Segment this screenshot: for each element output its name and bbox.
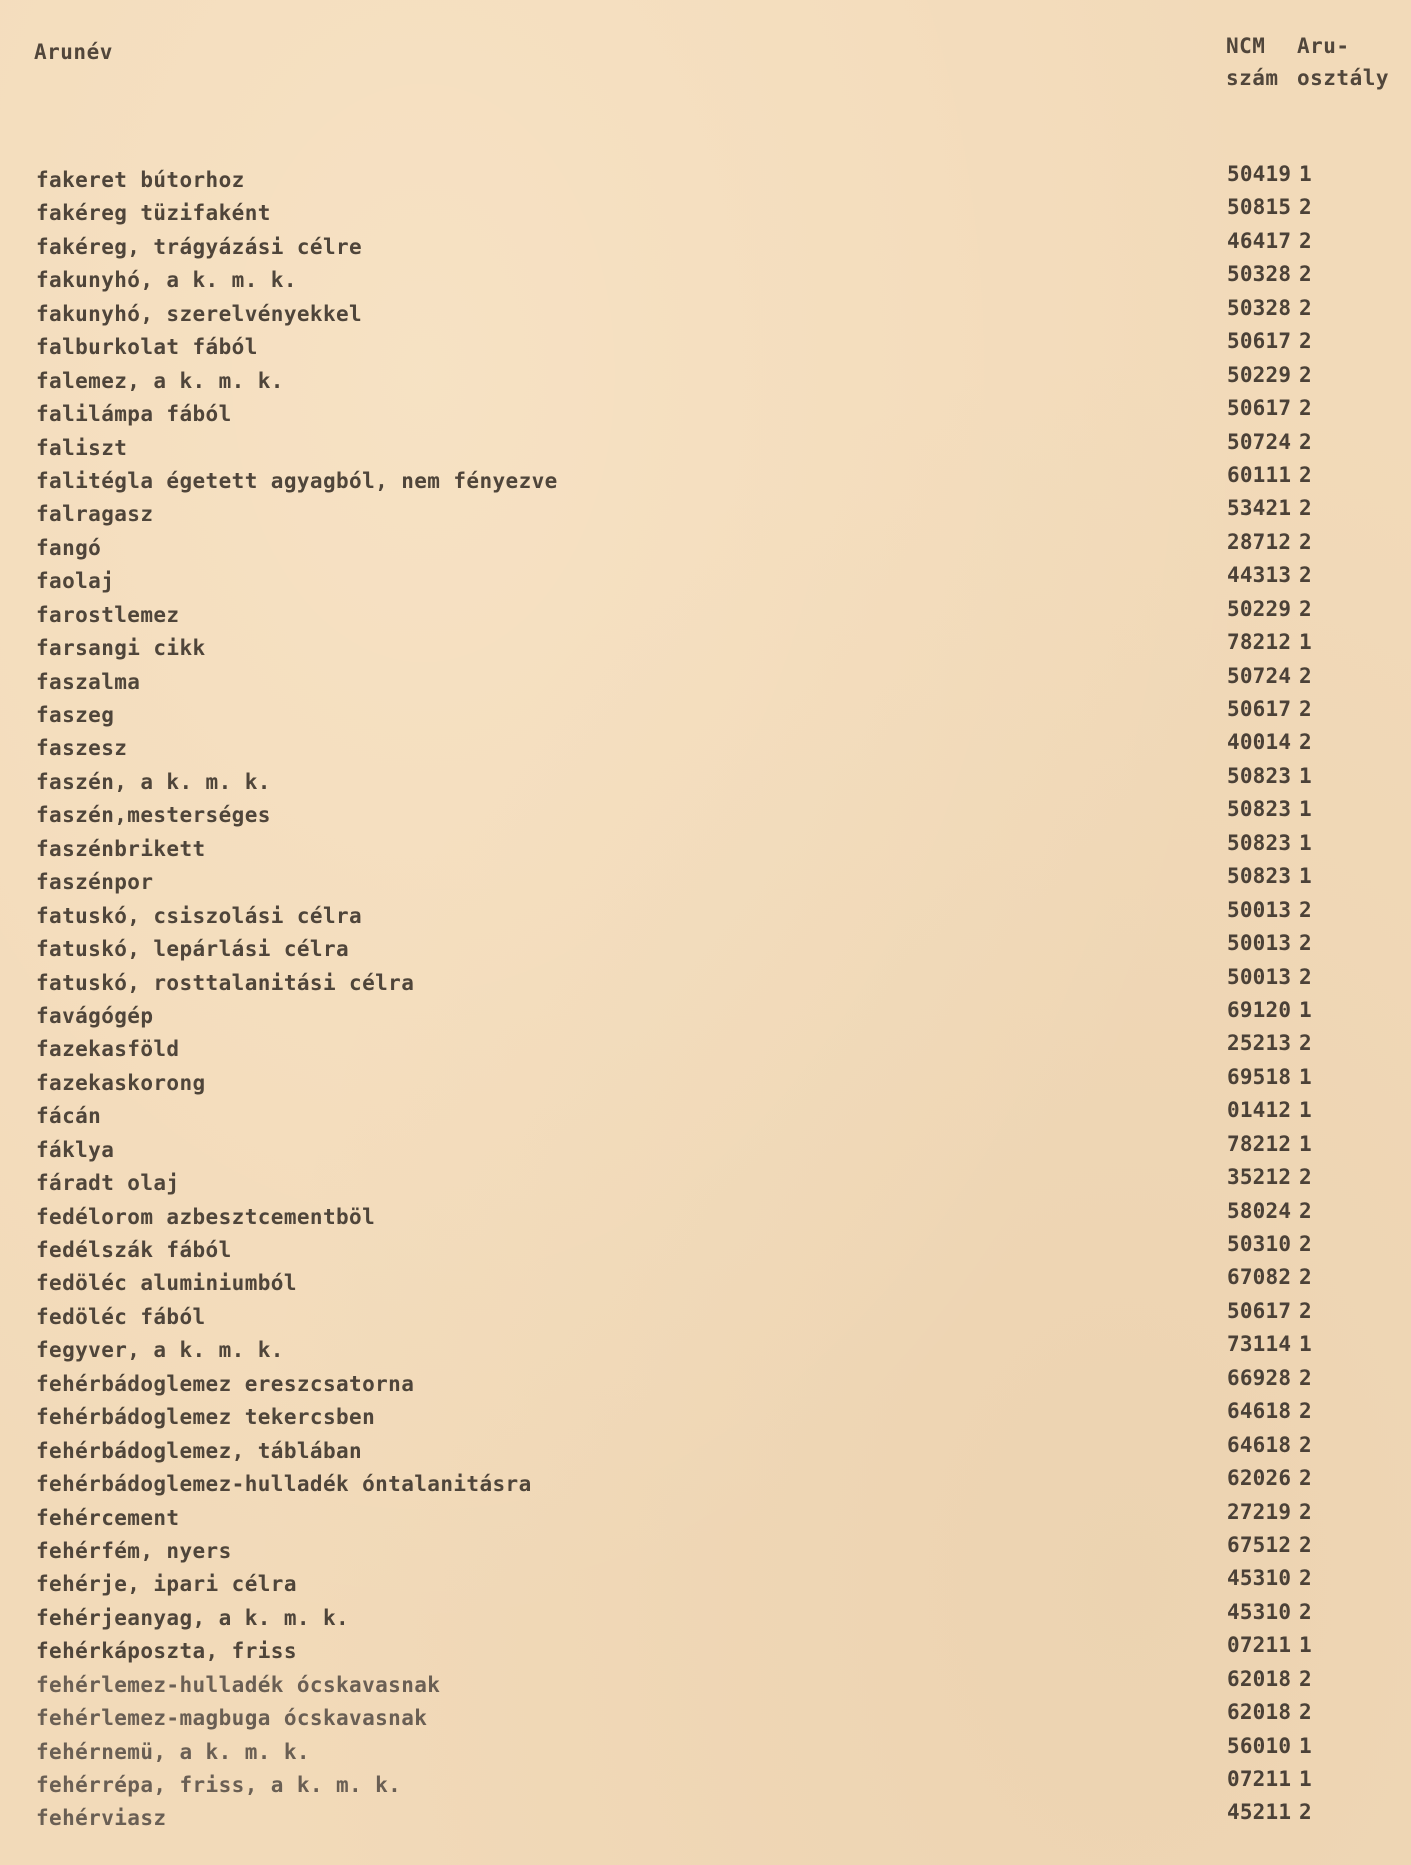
table-row xyxy=(0,329,1411,368)
table-row xyxy=(0,1767,1411,1806)
table-row xyxy=(0,262,1411,301)
column-header-ncm-line2: szám xyxy=(1226,66,1279,90)
ncm-code: 69518 xyxy=(1227,1064,1292,1089)
table-row xyxy=(0,529,1411,569)
ncm-code: 67082 xyxy=(1227,1265,1292,1290)
table-row xyxy=(0,1666,1411,1706)
ncm-code: 50328 xyxy=(1227,295,1292,320)
table-row xyxy=(0,362,1411,402)
item-name: fehérbádoglemez, táblában xyxy=(36,1438,363,1463)
item-name: fehérje, ipari célra xyxy=(36,1572,297,1597)
ncm-code: 50310 xyxy=(1227,1232,1292,1256)
ncm-code: 50823 xyxy=(1227,830,1292,855)
table-row xyxy=(0,1566,1411,1605)
item-name: fedöléc aluminiumból xyxy=(36,1271,297,1296)
ncm-code: 07211 xyxy=(1227,1633,1292,1658)
ncm-code: 45211 xyxy=(1227,1800,1292,1825)
ncm-code: 50617 xyxy=(1227,329,1292,354)
product-class: 1 xyxy=(1299,864,1312,889)
product-class: 2 xyxy=(1299,1532,1312,1557)
ncm-code: 78212 xyxy=(1227,630,1292,655)
ncm-code: 66928 xyxy=(1227,1365,1292,1390)
ncm-code: 46417 xyxy=(1227,228,1292,253)
table-row xyxy=(0,864,1411,903)
ncm-code: 64618 xyxy=(1227,1399,1292,1424)
product-class: 2 xyxy=(1299,1265,1312,1290)
item-name: falemez, a k. m. k. xyxy=(36,368,284,393)
table-row xyxy=(0,1466,1411,1505)
ncm-code: 62026 xyxy=(1227,1466,1292,1491)
table-row xyxy=(0,830,1411,870)
table-row xyxy=(0,1198,1411,1238)
product-class: 2 xyxy=(1299,262,1312,287)
product-class: 1 xyxy=(1299,1633,1312,1658)
item-name: fatuskó, csiszolási célra xyxy=(36,903,363,928)
product-class: 2 xyxy=(1299,195,1312,220)
product-class: 2 xyxy=(1299,1566,1312,1591)
product-class: 2 xyxy=(1299,1800,1312,1825)
item-name: faszénbrikett xyxy=(36,836,206,861)
table-row xyxy=(0,730,1411,769)
product-class: 1 xyxy=(1299,997,1312,1022)
ncm-code: 50328 xyxy=(1227,262,1292,287)
table-row xyxy=(0,563,1411,602)
product-class: 2 xyxy=(1299,1298,1312,1323)
ncm-code: 40014 xyxy=(1227,730,1292,755)
ncm-code: 50724 xyxy=(1227,663,1292,688)
ncm-code: 07211 xyxy=(1227,1767,1292,1791)
ncm-code: 25213 xyxy=(1227,1031,1292,1056)
table-row xyxy=(0,596,1411,636)
ncm-code: 44313 xyxy=(1227,563,1292,588)
product-class: 1 xyxy=(1299,763,1312,788)
item-name: faszénpor xyxy=(36,870,154,895)
ncm-code: 60111 xyxy=(1227,462,1292,487)
table-row xyxy=(0,1098,1411,1137)
product-class: 2 xyxy=(1299,596,1312,621)
table-row xyxy=(0,1399,1411,1438)
product-class: 2 xyxy=(1299,529,1312,554)
table-row xyxy=(0,1733,1411,1773)
product-class: 1 xyxy=(1299,797,1312,822)
product-class: 2 xyxy=(1299,462,1312,487)
table-row xyxy=(0,1800,1411,1839)
item-name: fangó xyxy=(36,535,102,560)
product-class: 2 xyxy=(1299,1432,1312,1457)
table-row xyxy=(0,1064,1411,1104)
ncm-code: 62018 xyxy=(1227,1700,1292,1725)
ncm-code: 50823 xyxy=(1227,763,1292,788)
ncm-code: 50229 xyxy=(1227,362,1292,387)
table-row xyxy=(0,1332,1411,1371)
item-name: fehérbádoglemez tekercsben xyxy=(36,1405,376,1430)
product-class: 2 xyxy=(1299,295,1312,320)
table-row xyxy=(0,1633,1411,1672)
product-class: 1 xyxy=(1299,1733,1312,1758)
item-name: faliszt xyxy=(36,435,128,460)
ncm-code: 01412 xyxy=(1227,1098,1292,1123)
ncm-code: 50617 xyxy=(1227,697,1292,721)
table-row xyxy=(0,1499,1411,1539)
table-row xyxy=(0,1700,1411,1739)
ncm-code: 56010 xyxy=(1227,1733,1292,1758)
item-name: fáklya xyxy=(36,1137,115,1162)
ncm-code: 45310 xyxy=(1227,1566,1292,1591)
ncm-code: 62018 xyxy=(1227,1666,1292,1691)
table-row xyxy=(0,1265,1411,1304)
item-name: faolaj xyxy=(36,569,115,594)
product-class: 2 xyxy=(1299,1599,1312,1624)
table-row xyxy=(0,162,1411,201)
item-name: fakunyhó, a k. m. k. xyxy=(36,268,297,293)
table-row xyxy=(0,1031,1411,1070)
item-name: faszén,mesterséges xyxy=(36,803,271,828)
product-class: 1 xyxy=(1299,830,1312,855)
product-class: 2 xyxy=(1299,1466,1312,1491)
table-row xyxy=(0,897,1411,937)
product-class: 2 xyxy=(1299,730,1312,755)
item-name: fakunyhó, szerelvényekkel xyxy=(36,301,363,326)
item-name: falragasz xyxy=(36,502,154,527)
ncm-code: 50229 xyxy=(1227,596,1292,621)
product-class: 2 xyxy=(1299,663,1312,688)
product-class: 1 xyxy=(1299,1064,1312,1089)
product-class: 2 xyxy=(1299,931,1312,956)
product-class: 2 xyxy=(1299,964,1312,989)
ncm-code: 45310 xyxy=(1227,1599,1292,1624)
item-name: falitégla égetett agyagból, nem fényezve xyxy=(36,468,558,493)
item-list xyxy=(0,162,1411,1840)
table-row xyxy=(0,429,1411,469)
table-row xyxy=(0,797,1411,836)
product-class: 2 xyxy=(1299,897,1312,922)
product-class: 2 xyxy=(1299,1198,1312,1223)
ncm-code: 27219 xyxy=(1227,1499,1292,1524)
product-class: 2 xyxy=(1299,1031,1312,1056)
table-row xyxy=(0,295,1411,335)
product-class: 1 xyxy=(1299,1098,1312,1123)
product-class: 1 xyxy=(1299,162,1312,186)
ncm-code: 64618 xyxy=(1227,1432,1292,1457)
item-name: fedöléc fából xyxy=(36,1304,206,1329)
ncm-code: 50617 xyxy=(1227,396,1292,421)
table-row xyxy=(0,964,1411,1004)
item-name: fácán xyxy=(36,1104,102,1129)
ncm-code: 28712 xyxy=(1227,529,1292,554)
ncm-code: 50815 xyxy=(1227,195,1292,220)
ncm-code: 35212 xyxy=(1227,1165,1292,1190)
ncm-code: 50823 xyxy=(1227,797,1292,822)
ncm-code: 50013 xyxy=(1227,964,1292,989)
item-name: fehérkáposzta, friss xyxy=(36,1639,297,1664)
item-name: fatuskó, rosttalanitási célra xyxy=(36,970,415,995)
table-row xyxy=(0,1599,1411,1639)
table-row xyxy=(0,1131,1411,1171)
product-class: 2 xyxy=(1299,1232,1312,1256)
table-row xyxy=(0,396,1411,435)
item-name: fehérbádoglemez ereszcsatorna xyxy=(36,1371,415,1396)
item-name: fakeret bútorhoz xyxy=(36,168,245,192)
item-name: fehérrépa, friss, a k. m. k. xyxy=(36,1773,402,1797)
table-row xyxy=(0,228,1411,268)
item-name: farsangi cikk xyxy=(36,636,206,661)
ncm-code: 69120 xyxy=(1227,997,1292,1022)
product-class: 1 xyxy=(1299,1767,1312,1791)
table-row xyxy=(0,1232,1411,1271)
item-name: fazekaskorong xyxy=(36,1070,206,1095)
product-class: 2 xyxy=(1299,429,1312,454)
ncm-code: 53421 xyxy=(1227,496,1292,521)
product-class: 2 xyxy=(1299,697,1312,721)
item-name: fehérlemez-hulladék ócskavasnak xyxy=(36,1672,441,1697)
product-class: 1 xyxy=(1299,1332,1312,1357)
table-row xyxy=(0,496,1411,535)
product-class: 2 xyxy=(1299,496,1312,521)
product-class: 2 xyxy=(1299,1399,1312,1424)
table-row xyxy=(0,1165,1411,1204)
column-header-class-line2: osztály xyxy=(1297,66,1390,90)
product-class: 2 xyxy=(1299,563,1312,588)
table-row xyxy=(0,1432,1411,1472)
table-row xyxy=(0,630,1411,669)
item-name: fehérviasz xyxy=(36,1806,167,1831)
item-name: fegyver, a k. m. k. xyxy=(36,1338,284,1363)
item-name: fehérfém, nyers xyxy=(36,1538,232,1563)
ncm-code: 50419 xyxy=(1227,162,1292,186)
ncm-code: 78212 xyxy=(1227,1131,1292,1156)
table-row xyxy=(0,1298,1411,1338)
column-header-item-name: Arunév xyxy=(34,40,113,64)
item-name: faszén, a k. m. k. xyxy=(36,769,271,794)
product-class: 2 xyxy=(1299,1700,1312,1725)
item-name: fehérnemü, a k. m. k. xyxy=(36,1739,310,1764)
column-header-class-line1: Aru- xyxy=(1297,34,1350,58)
product-class: 2 xyxy=(1299,1499,1312,1524)
table-row xyxy=(0,462,1411,502)
ncm-code: 50724 xyxy=(1227,429,1292,454)
item-name: fakéreg tüzifaként xyxy=(36,201,271,226)
item-name: fehérlemez-magbuga ócskavasnak xyxy=(36,1706,428,1731)
table-row xyxy=(0,195,1411,234)
item-name: fáradt olaj xyxy=(36,1171,180,1196)
ncm-code: 58024 xyxy=(1227,1198,1292,1223)
item-name: faszesz xyxy=(36,736,128,761)
product-class: 1 xyxy=(1299,1131,1312,1156)
ncm-code: 50013 xyxy=(1227,897,1292,922)
table-row xyxy=(0,763,1411,803)
item-name: fehérbádoglemez-hulladék óntalanitásra xyxy=(36,1472,532,1497)
item-name: fehércement xyxy=(36,1505,180,1530)
ncm-code: 50617 xyxy=(1227,1298,1292,1323)
product-class: 1 xyxy=(1299,630,1312,655)
column-header-ncm-line1: NCM xyxy=(1226,34,1266,58)
product-class: 2 xyxy=(1299,362,1312,387)
table-row xyxy=(0,697,1411,736)
table-row xyxy=(0,663,1411,703)
item-name: fehérjeanyag, a k. m. k. xyxy=(36,1605,350,1630)
product-class: 2 xyxy=(1299,1365,1312,1390)
product-class: 2 xyxy=(1299,329,1312,354)
ncm-code: 50013 xyxy=(1227,931,1292,956)
product-class: 2 xyxy=(1299,1666,1312,1691)
item-name: fedélszák fából xyxy=(36,1238,232,1262)
item-name: falburkolat fából xyxy=(36,335,258,360)
item-name: favágógép xyxy=(36,1003,154,1028)
item-name: fedélorom azbesztcementböl xyxy=(36,1204,376,1229)
table-row xyxy=(0,1532,1411,1572)
item-name: falilámpa fából xyxy=(36,402,232,427)
item-name: fatuskó, lepárlási célra xyxy=(36,937,350,962)
item-name: fakéreg, trágyázási célre xyxy=(36,234,363,259)
product-class: 2 xyxy=(1299,1165,1312,1190)
item-name: faszalma xyxy=(36,669,141,694)
ncm-code: 73114 xyxy=(1227,1332,1292,1357)
item-name: farostlemez xyxy=(36,602,180,627)
table-row xyxy=(0,1365,1411,1405)
table-row xyxy=(0,997,1411,1037)
product-class: 2 xyxy=(1299,396,1312,421)
product-class: 2 xyxy=(1299,228,1312,253)
ncm-code: 50823 xyxy=(1227,864,1292,889)
item-name: faszeg xyxy=(36,703,115,727)
item-name: fazekasföld xyxy=(36,1037,180,1062)
ncm-code: 67512 xyxy=(1227,1532,1292,1557)
table-row xyxy=(0,931,1411,970)
